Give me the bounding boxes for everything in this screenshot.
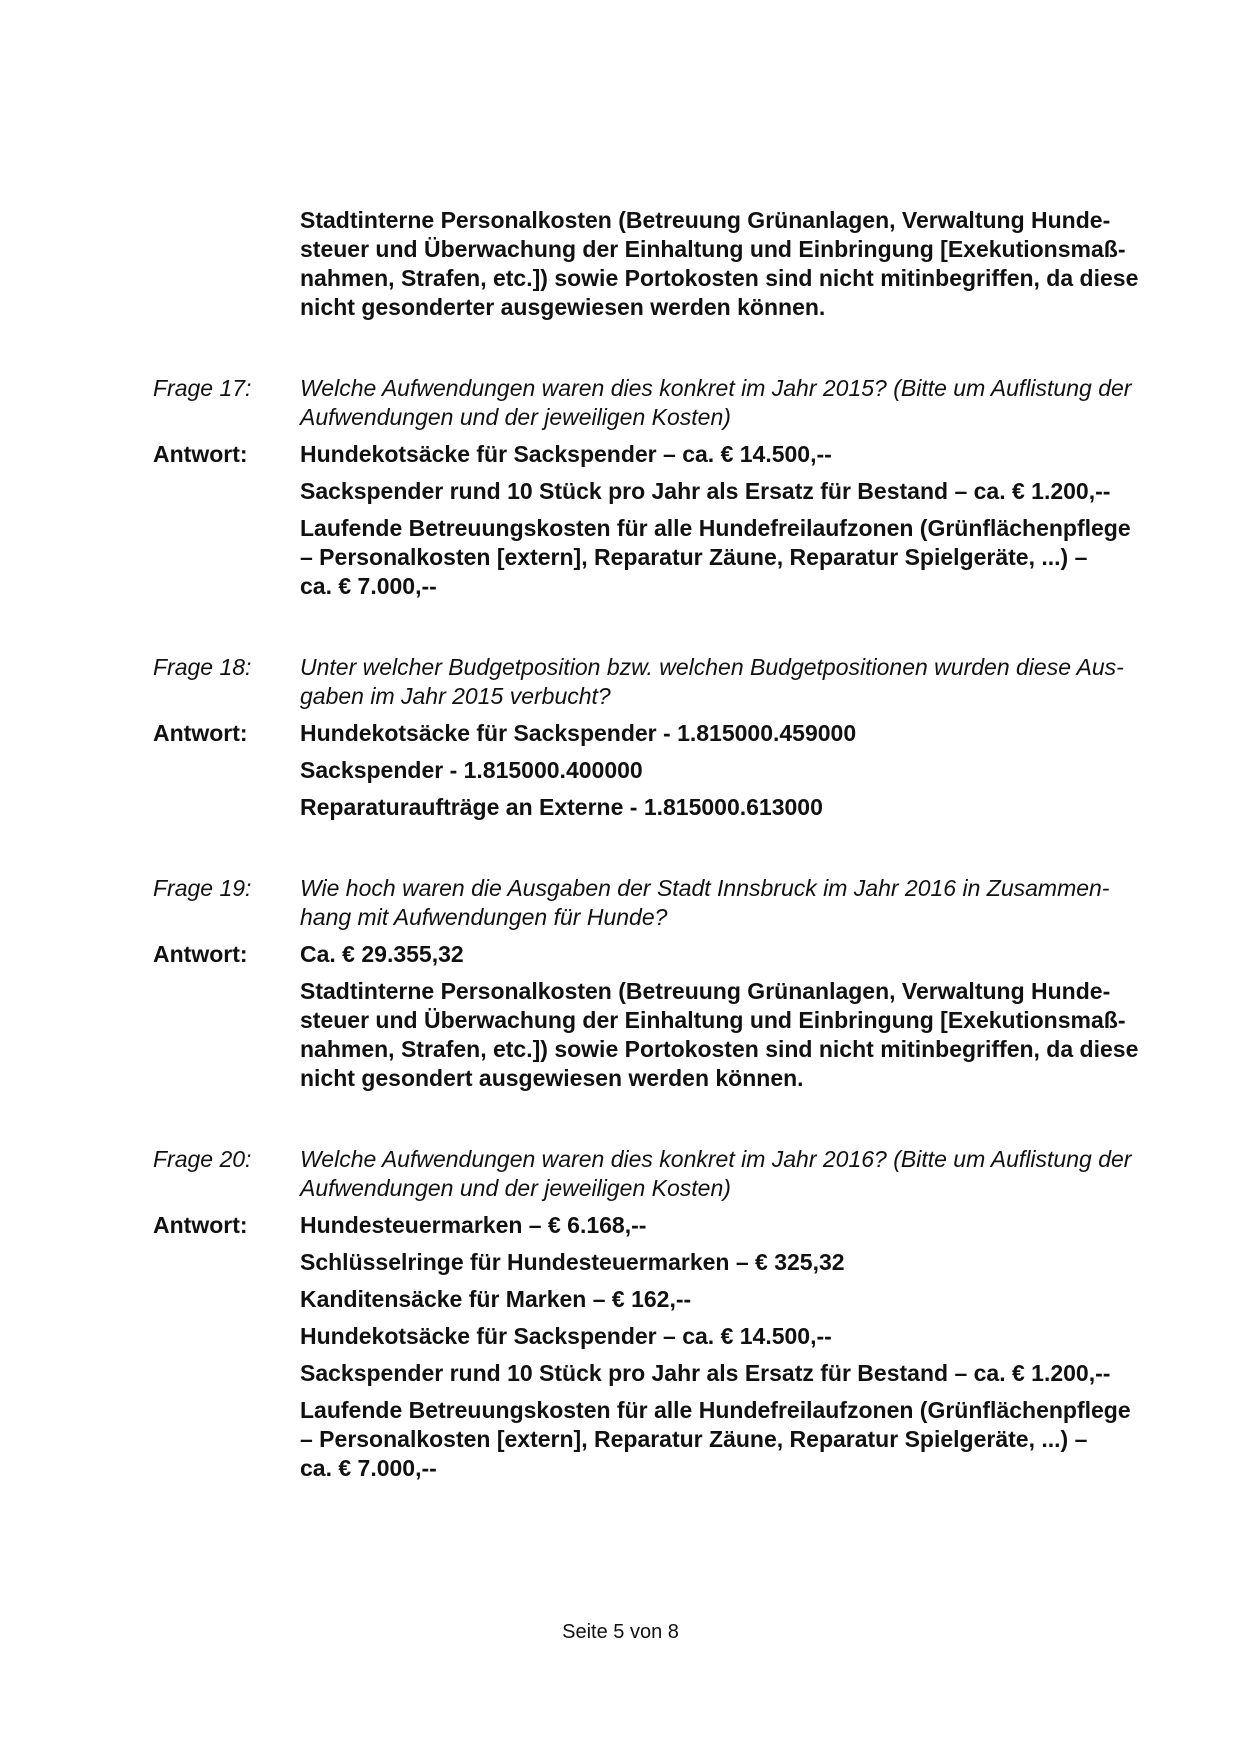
answer-line: Laufende Betreuungskosten für alle Hundefreilaufzonen (Grünflächenpflege xyxy=(300,1397,1131,1423)
answer-line: ca. € 7.000,-- xyxy=(300,573,437,599)
answer-line: Stadtinterne Personalkosten (Betreuung Grünanlagen, Verwaltung Hunde- xyxy=(300,978,1111,1004)
answer-19-item-1: Ca. € 29.355,32 xyxy=(300,941,464,967)
question-19-text xyxy=(300,874,1143,932)
answer-20 xyxy=(153,1211,1143,1240)
answer-line: steuer und Überwachung der Einhaltung und Einbringung [Exekutionsmaß- xyxy=(300,1007,1126,1033)
answer-line: – Personalkosten [extern], Reparatur Zäune, Reparatur Spielgeräte, ...) – xyxy=(300,1426,1088,1452)
question-20-text xyxy=(300,1145,1143,1203)
question-line: Aufwendungen und der jeweiligen Kosten) xyxy=(300,404,731,430)
answer-20-item-6 xyxy=(300,1396,1143,1483)
question-18-text xyxy=(300,653,1143,711)
page-number: Seite 5 von 8 xyxy=(562,1621,679,1643)
answer-17-item-3 xyxy=(300,514,1143,601)
answer-line: Laufende Betreuungskosten für alle Hundefreilaufzonen (Grünflächenpflege xyxy=(300,515,1131,541)
answer-line: nahmen, Strafen, etc.]) sowie Portokosten sind nicht mitinbegriffen, da diese xyxy=(300,1036,1139,1062)
answer-20-item-3: Kanditensäcke für Marken – € 162,-- xyxy=(300,1286,692,1312)
question-17 xyxy=(153,374,1143,432)
answer-19-label: Antwort: xyxy=(153,941,248,967)
answer-20-label: Antwort: xyxy=(153,1212,248,1238)
answer-17-item-1: Hundekotsäcke für Sackspender – ca. € 14.500,-- xyxy=(300,441,832,467)
answer-20-item-5: Sackspender rund 10 Stück pro Jahr als Ersatz für Bestand – ca. € 1.200,-- xyxy=(300,1360,1111,1386)
intro-line: Stadtinterne Personalkosten (Betreuung Grünanlagen, Verwaltung Hunde- xyxy=(300,207,1111,233)
question-line: gaben im Jahr 2015 verbucht? xyxy=(300,683,611,709)
answer-17-label: Antwort: xyxy=(153,441,248,467)
question-line: hang mit Aufwendungen für Hunde? xyxy=(300,904,668,930)
question-20 xyxy=(153,1145,1143,1203)
question-18-label: Frage 18: xyxy=(153,654,252,680)
question-20-label: Frage 20: xyxy=(153,1146,252,1172)
question-line: Welche Aufwendungen waren dies konkret im Jahr 2016? (Bitte um Auflistung der xyxy=(300,1146,1132,1172)
answer-line: ca. € 7.000,-- xyxy=(300,1455,437,1481)
question-18 xyxy=(153,653,1143,711)
answer-line: nicht gesondert ausgewiesen werden können. xyxy=(300,1065,804,1091)
answer-18-item-3: Reparaturaufträge an Externe - 1.815000.613000 xyxy=(300,794,823,820)
question-17-label: Frage 17: xyxy=(153,375,252,401)
answer-17-item-2: Sackspender rund 10 Stück pro Jahr als Ersatz für Bestand – ca. € 1.200,-- xyxy=(300,478,1111,504)
question-line: Aufwendungen und der jeweiligen Kosten) xyxy=(300,1175,731,1201)
question-line: Wie hoch waren die Ausgaben der Stadt Innsbruck im Jahr 2016 in Zusammen- xyxy=(300,875,1110,901)
intro-line: steuer und Überwachung der Einhaltung und Einbringung [Exekutionsmaß- xyxy=(300,236,1126,262)
answer-19 xyxy=(153,940,1143,969)
answer-20-item-2: Schlüsselringe für Hundesteuermarken – € 325,32 xyxy=(300,1249,845,1275)
answer-18-item-1: Hundekotsäcke für Sackspender - 1.815000.459000 xyxy=(300,720,857,746)
answer-18 xyxy=(153,719,1143,748)
intro-paragraph xyxy=(300,206,1143,322)
answer-18-item-2: Sackspender - 1.815000.400000 xyxy=(300,757,643,783)
question-19 xyxy=(153,874,1143,932)
answer-19-item-2 xyxy=(300,977,1143,1093)
intro-line: nicht gesonderter ausgewiesen werden können. xyxy=(300,294,826,320)
intro-line: nahmen, Strafen, etc.]) sowie Portokosten sind nicht mitinbegriffen, da diese xyxy=(300,265,1139,291)
question-19-label: Frage 19: xyxy=(153,875,252,901)
answer-20-item-1: Hundesteuermarken – € 6.168,-- xyxy=(300,1212,647,1238)
question-line: Unter welcher Budgetposition bzw. welchen Budgetpositionen wurden diese Aus- xyxy=(300,654,1124,680)
page-content xyxy=(153,206,1143,1483)
answer-20-item-4: Hundekotsäcke für Sackspender – ca. € 14.500,-- xyxy=(300,1323,832,1349)
answer-18-label: Antwort: xyxy=(153,720,248,746)
question-17-text xyxy=(300,374,1143,432)
question-line: Welche Aufwendungen waren dies konkret im Jahr 2015? (Bitte um Auflistung der xyxy=(300,375,1132,401)
answer-17 xyxy=(153,440,1143,469)
answer-line: – Personalkosten [extern], Reparatur Zäune, Reparatur Spielgeräte, ...) – xyxy=(300,544,1088,570)
